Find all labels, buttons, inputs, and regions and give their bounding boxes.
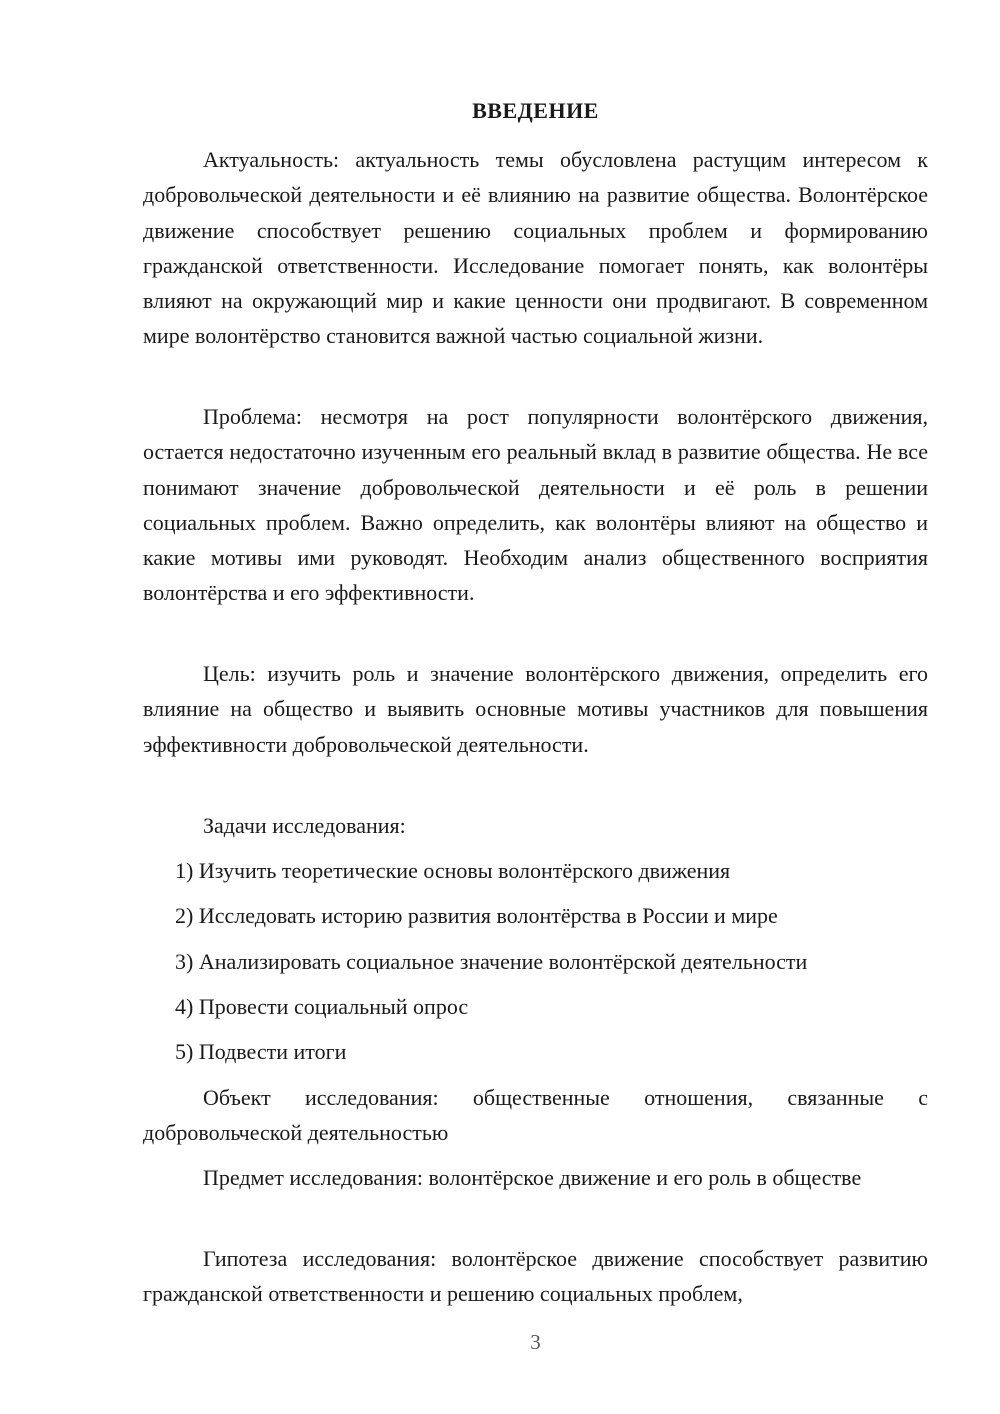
subject-paragraph: Предмет исследования: волонтёрское движение и его роль в обществе (203, 1165, 862, 1190)
page-number: 3 (530, 1330, 541, 1354)
object-paragraph: Объект исследования: общественные отношения, связанные с добровольческой деятельностью (143, 1085, 928, 1146)
tasks-heading: Задачи исследования: (203, 813, 406, 838)
relevance-paragraph: Актуальность: актуальность темы обусловлена растущим интересом к добровольческой деятельности и её влиянию на развитие общества. Волонтёрское движение способствует решению социальных проблем и формированию гражданской ответственности. Исследование помогает понять, как волонтёры влияют на окружающий мир и какие ценности они продвигают. В современном мире волонтёрство становится важной частью социальной жизни. (143, 147, 928, 349)
task-item-5: 5) Подвести итоги (175, 1039, 347, 1064)
problem-paragraph: Проблема: несмотря на рост популярности волонтёрского движения, остается недостаточно изученным его реальный вклад в развитие общества. Не все понимают значение добровольческой деятельности и её роль в решении социальных проблем. Важно определить, как волонтёры влияют на общество и какие мотивы ими руководят. Необходим анализ общественного восприятия волонтёрства и его эффективности. (143, 404, 928, 606)
hypothesis-paragraph: Гипотеза исследования: волонтёрское движение способствует развитию гражданской ответственности и решению социальных проблем, (143, 1246, 928, 1307)
task-item-4: 4) Провести социальный опрос (175, 994, 469, 1019)
task-item-3: 3) Анализировать социальное значение волонтёрской деятельности (175, 949, 808, 974)
task-item-1: 1) Изучить теоретические основы волонтёрского движения (175, 858, 731, 883)
task-item-2: 2) Исследовать историю развития волонтёрства в России и мире (175, 903, 778, 928)
page-title: ВВЕДЕНИЕ (472, 98, 599, 123)
goal-paragraph: Цель: изучить роль и значение волонтёрского движения, определить его влияние на общество и выявить основные мотивы участников для повышения эффективности добровольческой деятельности. (143, 661, 928, 757)
